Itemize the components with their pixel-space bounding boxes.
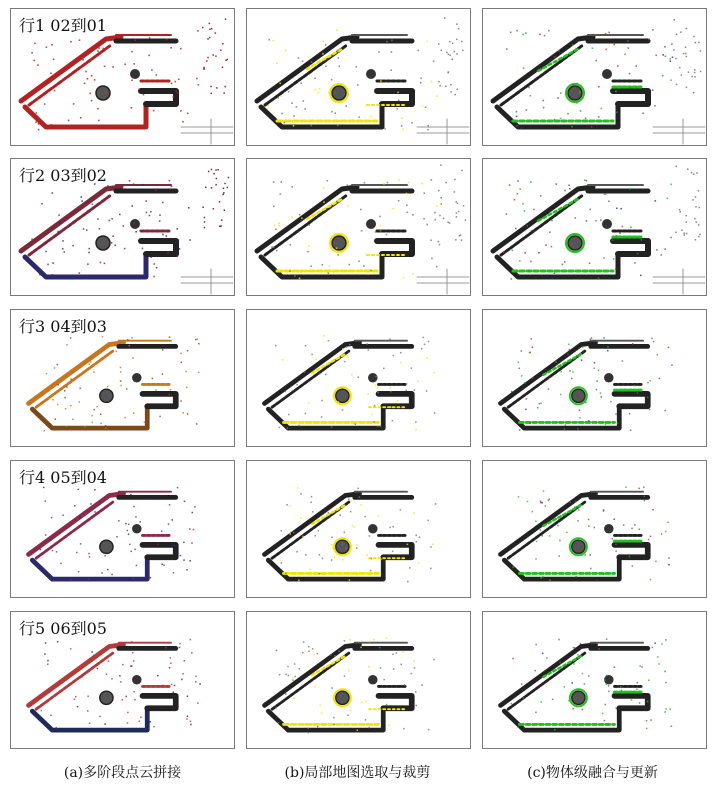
tree-object xyxy=(100,691,113,704)
block-right xyxy=(615,545,648,557)
panel-row4-col3 xyxy=(482,460,707,598)
block-right xyxy=(615,696,648,708)
wall-lower xyxy=(261,105,382,127)
tree-object xyxy=(336,540,349,553)
remote-cluster xyxy=(673,19,701,94)
speckle-points xyxy=(275,637,434,733)
remote-cluster xyxy=(675,166,701,241)
panel-row5-col1 xyxy=(10,611,235,749)
speckle-points xyxy=(268,29,438,130)
wall-lower xyxy=(504,407,619,428)
tree-object xyxy=(100,389,113,402)
tree-object xyxy=(568,236,582,250)
speckle-points xyxy=(31,30,199,130)
panel-row1-col2 xyxy=(246,8,471,146)
tree-object xyxy=(568,86,582,100)
speckle-points xyxy=(40,639,201,729)
tree-object-2 xyxy=(604,373,614,383)
wall-lower xyxy=(25,105,146,127)
tree-object-2 xyxy=(604,524,614,534)
tree-object-2 xyxy=(366,69,376,79)
block-right xyxy=(613,241,648,254)
point-cloud-map xyxy=(483,612,706,748)
panel-row1-col3 xyxy=(482,8,707,146)
panel-row4-col1 xyxy=(10,460,235,598)
block-right xyxy=(377,241,412,254)
remote-cluster xyxy=(202,169,229,229)
wall-lower xyxy=(32,709,147,730)
block-right xyxy=(613,91,648,104)
point-cloud-map xyxy=(247,9,470,145)
tree-object-2 xyxy=(368,524,378,534)
remote-cluster xyxy=(202,18,228,94)
panel-row3-col2 xyxy=(246,309,471,447)
panel-row3-col1 xyxy=(10,309,235,447)
block-right xyxy=(377,91,412,104)
point-cloud-map xyxy=(483,461,706,597)
wall-lower xyxy=(504,709,619,730)
panel-row2-col2 xyxy=(246,158,471,296)
panel-row4-col2 xyxy=(246,460,471,598)
tree-object-2 xyxy=(132,373,142,383)
tree-object xyxy=(96,86,110,100)
panel-row3-col3 xyxy=(482,309,707,447)
point-cloud-map xyxy=(247,461,470,597)
tree-object-2 xyxy=(602,219,612,229)
tree-object xyxy=(332,236,346,250)
tree-object xyxy=(332,86,346,100)
tree-object xyxy=(572,540,585,553)
point-cloud-map xyxy=(483,310,706,446)
row-label: 行2 03到02 xyxy=(19,166,107,185)
tree-object xyxy=(572,691,585,704)
block-right xyxy=(143,696,176,708)
block-right xyxy=(141,241,176,254)
block-right xyxy=(143,394,176,406)
block-right xyxy=(379,545,412,557)
tree-object-2 xyxy=(368,675,378,685)
block-right xyxy=(143,545,176,557)
wall-lower xyxy=(268,407,383,428)
block-right xyxy=(615,394,648,406)
speckle-points xyxy=(275,335,435,430)
point-cloud-map xyxy=(483,9,706,145)
speckle-points xyxy=(40,487,196,581)
speckle-points xyxy=(271,179,438,279)
tree-object-2 xyxy=(368,373,378,383)
tree-object-2 xyxy=(132,524,142,534)
panel-row2-col1 xyxy=(10,158,235,296)
caption-a: (a)多阶段点云拼接 xyxy=(63,765,182,781)
speckle-points xyxy=(503,179,672,279)
tree-object xyxy=(572,389,585,402)
tree-object xyxy=(336,691,349,704)
row-label: 行1 02到01 xyxy=(19,16,107,35)
speckle-points xyxy=(512,486,670,581)
tree-object-2 xyxy=(366,219,376,229)
tree-object xyxy=(100,540,113,553)
tree-object xyxy=(336,389,349,402)
panel-row2-col3 xyxy=(482,158,707,296)
caption-c: (c)物体级融合与更新 xyxy=(527,765,658,781)
tree-object-2 xyxy=(132,675,142,685)
point-cloud-map xyxy=(247,310,470,446)
panel-row5-col3 xyxy=(482,611,707,749)
speckle-points xyxy=(511,337,673,431)
remote-cluster xyxy=(438,17,464,95)
panel-row5-col2 xyxy=(246,611,471,749)
wall-lower xyxy=(32,407,147,428)
tree-object xyxy=(96,236,110,250)
wall-lower xyxy=(497,255,618,277)
panel-row1-col1 xyxy=(10,8,235,146)
block-right xyxy=(379,394,412,406)
point-cloud-map xyxy=(247,159,470,295)
wall-lower xyxy=(504,558,619,579)
block-right xyxy=(141,91,176,104)
point-cloud-map xyxy=(483,159,706,295)
wall-lower xyxy=(32,558,147,579)
wall-lower xyxy=(268,558,383,579)
speckle-points xyxy=(506,29,673,129)
remote-cluster xyxy=(438,164,467,245)
row-label: 行5 06到05 xyxy=(19,619,107,638)
tree-object-2 xyxy=(602,69,612,79)
row-label: 行4 05到04 xyxy=(19,468,107,487)
speckle-points xyxy=(511,638,673,730)
tree-object-2 xyxy=(130,69,140,79)
wall-lower xyxy=(25,255,146,277)
row-label: 行3 04到03 xyxy=(19,317,107,336)
caption-b: (b)局部地图选取与裁剪 xyxy=(284,765,431,781)
block-right xyxy=(379,696,412,708)
point-cloud-map xyxy=(247,612,470,748)
wall-lower xyxy=(497,105,618,127)
